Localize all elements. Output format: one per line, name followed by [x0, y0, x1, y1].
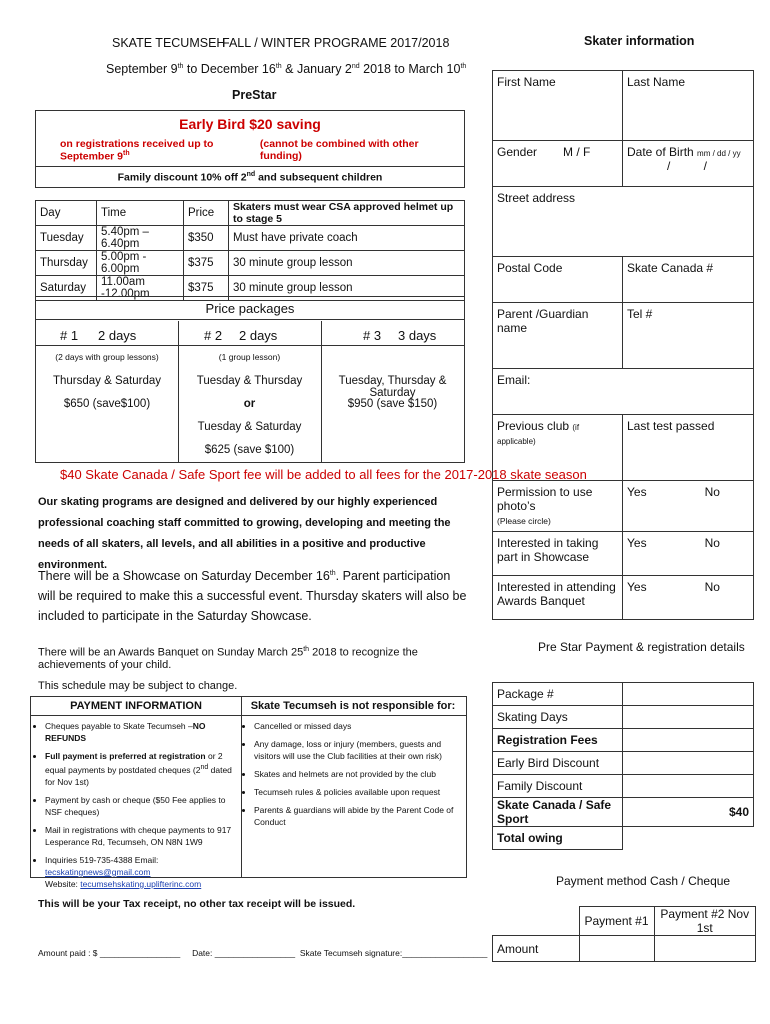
skate-canada-number-field[interactable]: Skate Canada #: [623, 257, 754, 303]
schedule-price: $350: [184, 226, 229, 251]
last-name-field[interactable]: Last Name: [623, 71, 754, 141]
program-description: Our skating programs are designed and delivered by our highly experienced professional coaching staff committed to growing, developing and meeting the needs of all skaters, all levels, and all abilities in a positive and productive environment.: [38, 496, 451, 571]
registration-table: [492, 682, 754, 850]
program-title: FALL / WINTER PROGRAME 2017/2018: [222, 36, 450, 50]
package-1-schedule: Thursday & Saturday: [52, 375, 162, 387]
registration-title: Pre Star Payment & registration details: [538, 640, 745, 654]
schedule-day: Thursday: [36, 251, 97, 276]
package-3-number: # 3: [363, 328, 382, 343]
reg-value[interactable]: [623, 775, 754, 798]
reg-label: Skate Canada / Safe Sport: [493, 798, 623, 827]
amount-paid-signature-line: Amount paid : $ _________________ Date: _________________ Skate Tecumseh signature:__________________: [38, 948, 488, 958]
payment-info-title: PAYMENT INFORMATION: [31, 697, 241, 716]
package-3-schedule: Tuesday, Thursday & Saturday: [338, 375, 447, 399]
reg-value[interactable]: [623, 683, 754, 706]
tax-receipt-note: This will be your Tax receipt, no other tax receipt will be issued.: [38, 898, 356, 910]
payment-1-header: Payment #1: [579, 907, 654, 936]
gender-field[interactable]: Gender M / F: [493, 141, 623, 187]
reg-label: Skating Days: [493, 706, 623, 729]
parent-name-field[interactable]: Parent /Guardian name: [493, 303, 623, 369]
schedule-header-day: Day: [36, 201, 97, 226]
not-responsible-box: [240, 696, 467, 878]
banquet-choice[interactable]: Yes No: [623, 576, 754, 620]
table-row: [493, 827, 754, 850]
website-link[interactable]: tecumsehskating.uplifterinc.com: [80, 878, 202, 889]
table-row: [493, 907, 756, 936]
reg-value[interactable]: [623, 706, 754, 729]
family-discount: Family discount 10% off 2nd and subsequent children: [117, 170, 383, 183]
payment-bullet: • Full payment is preferred at registration or 2 equal payments by postdated cheques (2nd dated for Nov 1st): [45, 750, 241, 788]
reg-value[interactable]: [623, 752, 754, 775]
not-responsible-item: • Parents & guardians will abide by the Parent Code of Conduct: [254, 804, 466, 828]
not-responsible-title: Skate Tecumseh is not responsible for:: [240, 697, 466, 716]
package-1-note: (2 days with group lessons): [55, 352, 159, 362]
showcase-label: Interested in taking part in Showcase: [493, 532, 623, 576]
package-2-number: # 2: [204, 328, 223, 343]
table-row: [36, 226, 465, 251]
schedule-change-note: This schedule may be subject to change.: [38, 680, 238, 692]
not-responsible-item: • Cancelled or missed days: [254, 720, 466, 732]
schedule-time: 11.00am -12.00pm: [97, 276, 184, 301]
schedule-header-note: Skaters must wear CSA approved helmet up to stage 5: [229, 201, 465, 226]
table-row: [493, 683, 754, 706]
reg-label: Total owing: [493, 827, 623, 850]
payment-bullet: • Payment by cash or cheque ($50 Fee applies to NSF cheques): [45, 794, 241, 818]
schedule-note: 30 minute group lesson: [229, 276, 465, 301]
table-row: [493, 798, 754, 827]
schedule-header-price: Price: [184, 201, 229, 226]
price-packages-box: [35, 296, 465, 463]
dob-field[interactable]: Date of Birth mm / dd / yy / /: [623, 141, 754, 187]
level-title: PreStar: [232, 88, 277, 102]
package-1-days: 2 days: [98, 328, 137, 343]
photo-permission-choice[interactable]: Yes No: [623, 481, 754, 532]
club-name: SKATE TECUMSEH: [112, 36, 226, 50]
first-name-field[interactable]: First Name: [493, 71, 623, 141]
table-row: [493, 706, 754, 729]
package-2-or: or: [243, 398, 256, 410]
postal-code-field[interactable]: Postal Code: [493, 257, 623, 303]
package-2-days: 2 days: [239, 328, 278, 343]
schedule-price: $375: [184, 276, 229, 301]
amount-label: Amount: [493, 936, 580, 962]
schedule-price: $375: [184, 251, 229, 276]
package-1-number: # 1: [60, 328, 79, 343]
not-responsible-item: • Tecumseh rules & policies available upon request: [254, 786, 466, 798]
early-bird-box: [35, 110, 465, 188]
payment-info-box: [30, 696, 242, 889]
payment-2-header: Payment #2 Nov 1st: [654, 907, 756, 936]
package-2-note: (1 group lesson): [218, 352, 281, 362]
season-dates: September 9th to December 16th & January 2nd 2018 to March 10th: [106, 62, 467, 76]
reg-label: Family Discount: [493, 775, 623, 798]
payment-bullet: • Cheques payable to Skate Tecumseh –NO REFUNDS: [45, 720, 241, 744]
last-test-field[interactable]: Last test passed: [623, 415, 754, 481]
photo-permission-label: Permission to use photo’s (Please circle): [493, 481, 623, 532]
package-3-price: $950 (save $150): [347, 398, 438, 410]
package-2-alt-schedule: Tuesday & Saturday: [197, 421, 302, 433]
schedule-day: Saturday: [36, 276, 97, 301]
payment-method-title: Payment method Cash / Cheque: [556, 874, 731, 888]
package-2-price: $625 (save $100): [204, 444, 295, 456]
banquet-paragraph: There will be an Awards Banquet on Sunday March 25th 2018 to recognize the achievements of your child.: [38, 646, 418, 671]
showcase-paragraph: There will be a Showcase on Saturday December 16th. Parent participation will be required to make this a successful event. Thursday skaters will also be included to participate in the Saturday Showcase.: [38, 569, 467, 624]
skater-info-table: [492, 70, 754, 620]
banquet-label: Interested in attending Awards Banquet: [493, 576, 623, 620]
email-link[interactable]: tecskatingnews@gmail.com: [45, 866, 151, 877]
reg-value[interactable]: [623, 729, 754, 752]
package-3-days: 3 days: [398, 328, 437, 343]
early-bird-title: Early Bird $20 saving: [179, 116, 321, 132]
schedule-table: [35, 200, 465, 301]
package-2-schedule: Tuesday & Thursday: [196, 375, 303, 387]
table-row: [493, 775, 754, 798]
not-responsible-item: • Skates and helmets are not provided by the club: [254, 768, 466, 780]
schedule-day: Tuesday: [36, 226, 97, 251]
fee-notice: $40 Skate Canada / Safe Sport fee will be added to all fees for the 2017-2018 skate season: [60, 467, 587, 482]
payment-1-amount[interactable]: [579, 936, 654, 962]
not-responsible-item: • Any damage, loss or injury (members, guests and visitors will use the Club facilities at their own risk): [254, 738, 466, 762]
payment-bullet: • Inquiries 519-735-4388 Email: tecskatingnews@gmail.com Website: tecumsehskating.uplifterinc.com: [45, 854, 241, 890]
schedule-header-time: Time: [97, 201, 184, 226]
package-1-price: $650 (save$100): [63, 398, 151, 410]
payment-method-table: [492, 906, 756, 962]
reg-label: Early Bird Discount: [493, 752, 623, 775]
email-field[interactable]: Email:: [493, 369, 754, 415]
skater-info-title: Skater information: [584, 34, 695, 48]
reg-label: Registration Fees: [493, 729, 623, 752]
table-row: [36, 251, 465, 276]
early-bird-deadline: on registrations received up to September 9th (cannot be combined with other funding): [60, 138, 419, 163]
previous-club-field[interactable]: Previous club (if applicable): [493, 415, 623, 481]
schedule-note: Must have private coach: [229, 226, 465, 251]
payment-2-amount[interactable]: [654, 936, 756, 962]
schedule-header-row: [36, 201, 465, 226]
street-address-field[interactable]: Street address: [493, 187, 754, 257]
tel-field[interactable]: Tel #: [623, 303, 754, 369]
schedule-time: 5.00pm - 6.00pm: [97, 251, 184, 276]
schedule-note: 30 minute group lesson: [229, 251, 465, 276]
showcase-choice[interactable]: Yes No: [623, 532, 754, 576]
packages-title: Price packages: [205, 301, 295, 316]
reg-label: Package #: [493, 683, 623, 706]
table-row: [493, 729, 754, 752]
skate-canada-fee: $40: [623, 798, 754, 827]
table-row: [493, 936, 756, 962]
table-row: [493, 752, 754, 775]
schedule-time: 5.40pm – 6.40pm: [97, 226, 184, 251]
payment-bullet: • Mail in registrations with cheque payments to 917 Lesperance Rd, Tecumseh, ON N8N 1W9: [45, 824, 241, 848]
